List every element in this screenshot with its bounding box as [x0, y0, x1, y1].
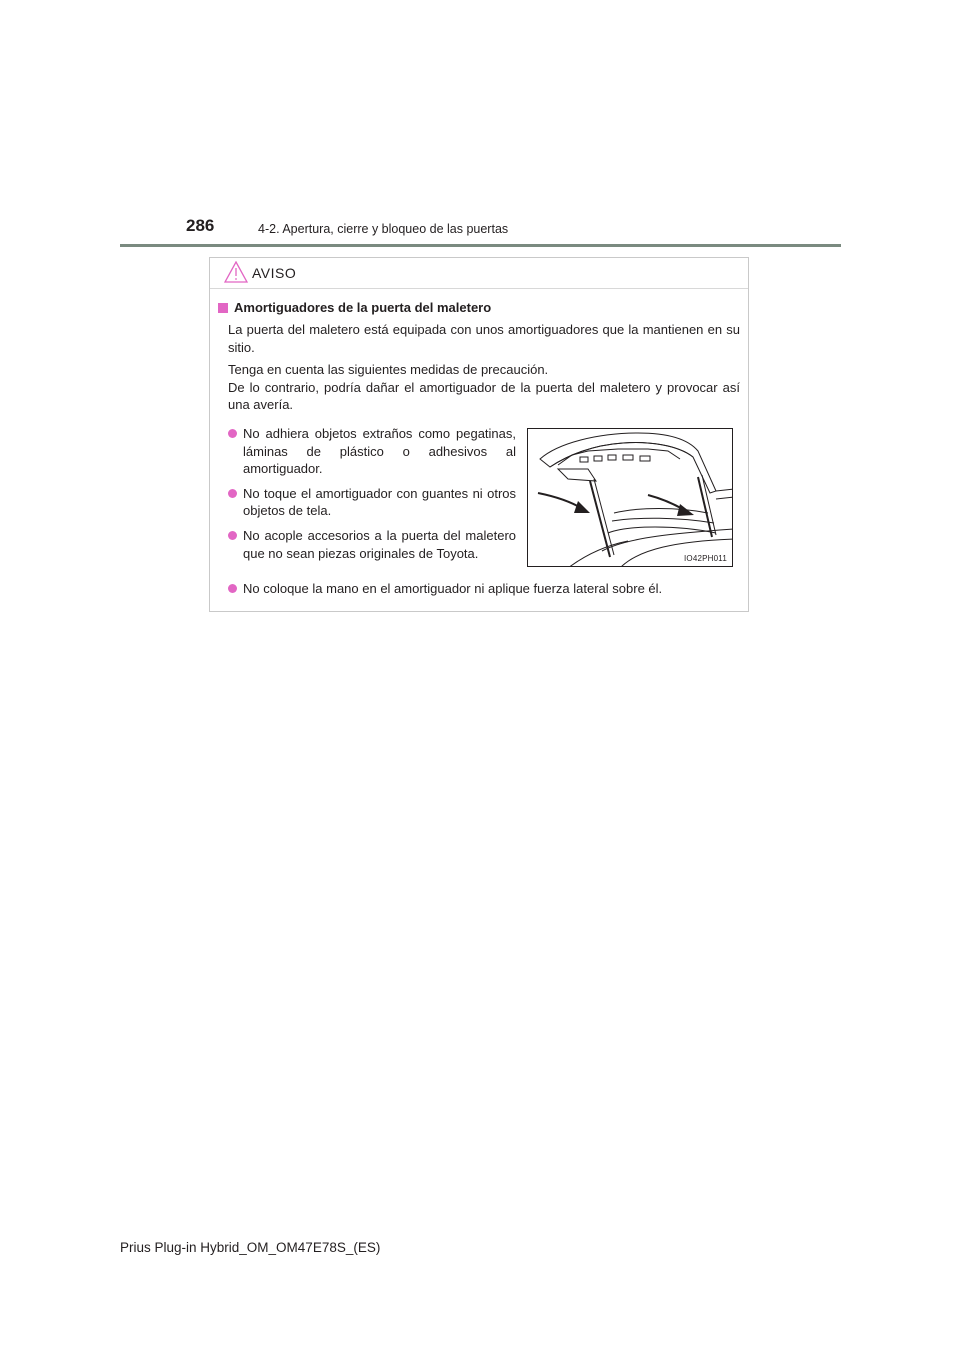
- notice-box: [209, 257, 749, 612]
- liftgate-drawing: [528, 429, 733, 567]
- page-number: 286: [186, 216, 215, 235]
- circle-bullet-icon: [228, 429, 237, 438]
- circle-bullet-icon: [228, 531, 237, 540]
- paragraph: La puerta del maletero está equipada con unos amortiguadores que la mantienen en su sitio.: [228, 322, 740, 355]
- circle-bullet-icon: [228, 584, 237, 593]
- figure-code: IO42PH011: [683, 554, 727, 563]
- list-item: No coloque la mano en el amortiguador ni aplique fuerza lateral sobre él.: [228, 580, 740, 598]
- warning-triangle-icon: [224, 261, 248, 283]
- trunk-damper-illustration: [527, 428, 733, 567]
- section-title-header: 4-2. Apertura, cierre y bloqueo de las puertas: [258, 222, 509, 236]
- list-item: No adhiera objetos extraños como pegatinas, láminas de plástico o adhesivos al amortiguador.: [228, 425, 516, 478]
- square-bullet-icon: [218, 303, 228, 313]
- notice-section-title: Amortiguadores de la puerta del maletero: [218, 300, 491, 315]
- list-item: No acople accesorios a la puerta del maletero que no sean piezas originales de Toyota.: [228, 527, 516, 562]
- notice-header: [210, 258, 748, 289]
- paragraph: Tenga en cuenta las siguientes medidas de precaución. De lo contrario, podría dañar el amortiguador de la puerta del maletero y provocar así una avería.: [228, 362, 740, 413]
- bullet-list: [228, 425, 516, 569]
- list-item: No toque el amortiguador con guantes ni otros objetos de tela.: [228, 485, 516, 520]
- footer-doc-id: Prius Plug-in Hybrid_OM_OM47E78S_(ES): [120, 1240, 381, 1255]
- header-rule: [120, 244, 841, 247]
- circle-bullet-icon: [228, 489, 237, 498]
- notice-label: AVISO: [252, 265, 297, 281]
